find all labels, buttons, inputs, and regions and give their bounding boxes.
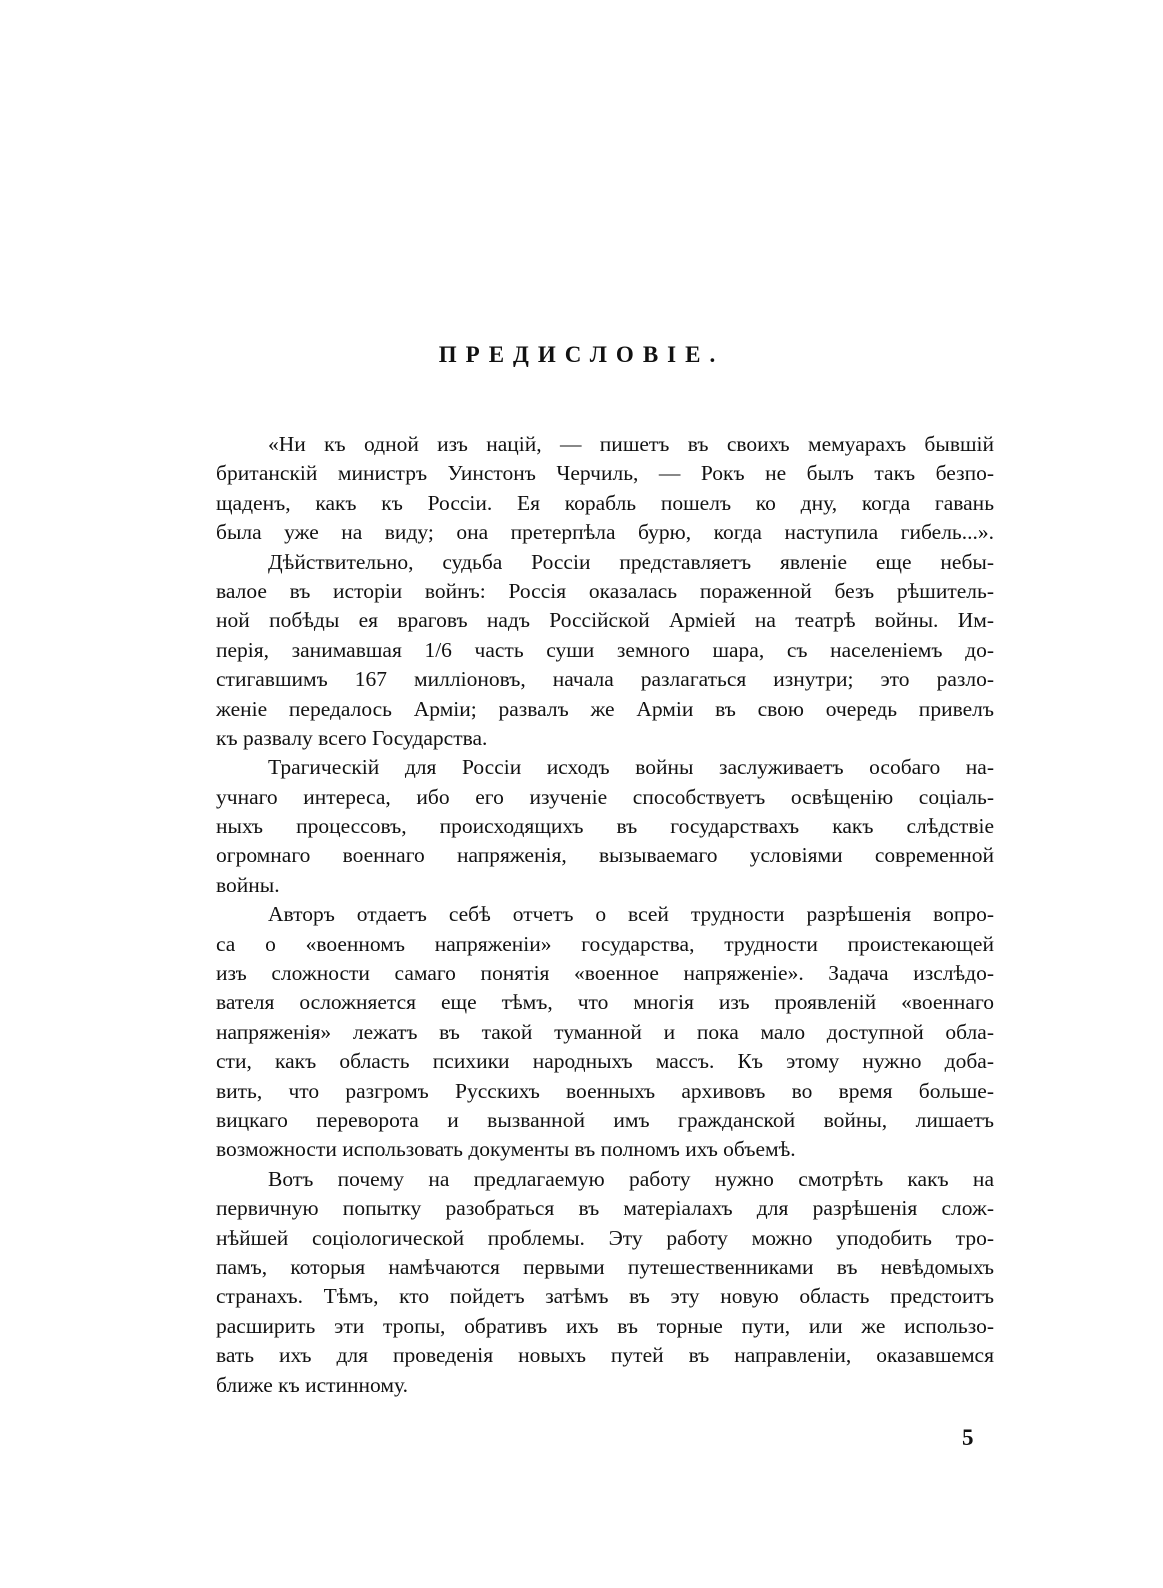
text-line: была уже на виду; она претерпѣла бурю, когда наступила гибель...». [216,520,994,545]
text-line: къ развалу всего Государства. [216,725,488,750]
paragraph-2 [216,548,994,754]
text-line: напряженія» лежатъ въ такой туманной и пока мало доступной обла- [216,1019,994,1044]
text-line: Дѣйствительно, судьба Россіи представляетъ явленіе еще небы- [268,549,994,574]
page-title: ПРЕДИСЛОВІЕ. [438,342,725,367]
text-line: перія, занимавшая 1/6 часть суши земного шара, съ населеніемъ до- [216,637,994,662]
text-line: вицкаго переворота и вызванной имъ гражданской войны, лишаетъ [216,1107,994,1132]
text-line: вать ихъ для проведенія новыхъ путей въ направленіи, оказавшемся [216,1343,994,1368]
text-line: нѣйшей соціологической проблемы. Эту работу можно уподобить тро- [216,1225,994,1250]
text-line: памъ, которыя намѣчаются первыми путешественниками въ невѣдомыхъ [216,1254,994,1279]
text-line: са о «военномъ напряженіи» государства, трудности проистекающей [216,931,994,956]
text-line: ной побѣды ея враговъ надъ Россійской Арміей на театрѣ войны. Им- [216,608,994,633]
text-line: расширить эти тропы, обративъ ихъ въ торные пути, или же использо- [216,1313,994,1338]
text-line: ближе къ истинному. [216,1372,408,1397]
text-line: изъ сложности самаго понятія «военное напряженіе». Задача изслѣдо- [216,961,994,986]
text-line: вить, что разгромъ Русскихъ военныхъ архивовъ во время больше- [216,1078,994,1103]
text-line: первичную попытку разобраться въ матеріалахъ для разрѣшенія слож- [216,1196,994,1221]
text-line: Авторъ отдаетъ себѣ отчетъ о всей трудности разрѣшенія вопро- [268,902,994,927]
text-line: Вотъ почему на предлагаемую работу нужно смотрѣть какъ на [268,1166,994,1191]
text-line: британскій министръ Уинстонъ Черчиль, — Рокъ не былъ такъ безпо- [216,461,994,486]
text-line: «Ни къ одной изъ націй, — пишетъ въ своихъ мемуарахъ бывшій [268,432,994,456]
text-line: щаденъ, какъ къ Россіи. Ея корабль пошелъ ко дну, когда гавань [216,490,994,515]
paragraph-5 [216,1165,994,1400]
text-line: стигавшимъ 167 милліоновъ, начала разлагаться изнутри; это разло- [216,667,994,692]
text-line: валое въ исторіи войнъ: Россія оказалась пораженной безъ рѣшитель- [216,578,994,603]
text-line: женіе передалось Арміи; развалъ же Арміи въ свою очередь привелъ [216,696,994,721]
page-number: 5 [962,1425,974,1450]
text-line: ныхъ процессовъ, происходящихъ въ государствахъ какъ слѣдствіе [216,814,994,839]
text-line: странахъ. Тѣмъ, кто пойдетъ затѣмъ въ эту новую область предстоитъ [216,1284,994,1309]
text-line: вателя осложняется еще тѣмъ, что многія изъ проявленій «военнаго [216,990,994,1015]
paragraph-3 [216,753,994,900]
text-line: возможности использовать документы въ полномъ ихъ объемѣ. [216,1137,796,1162]
text-line: огромнаго военнаго напряженія, вызываемаго условіями современной [216,843,994,868]
paragraph-1 [216,430,994,548]
text-line: учнаго интереса, ибо его изученіе способствуетъ освѣщенію соціаль- [216,784,994,809]
text-line: войны. [216,872,280,897]
paragraph-4 [216,900,994,1165]
text-line: Трагическій для Россіи исходъ войны заслуживаетъ особаго на- [268,755,994,780]
body-text [216,430,994,1400]
text-line: сти, какъ область психики народныхъ массъ. Къ этому нужно доба- [216,1049,994,1074]
